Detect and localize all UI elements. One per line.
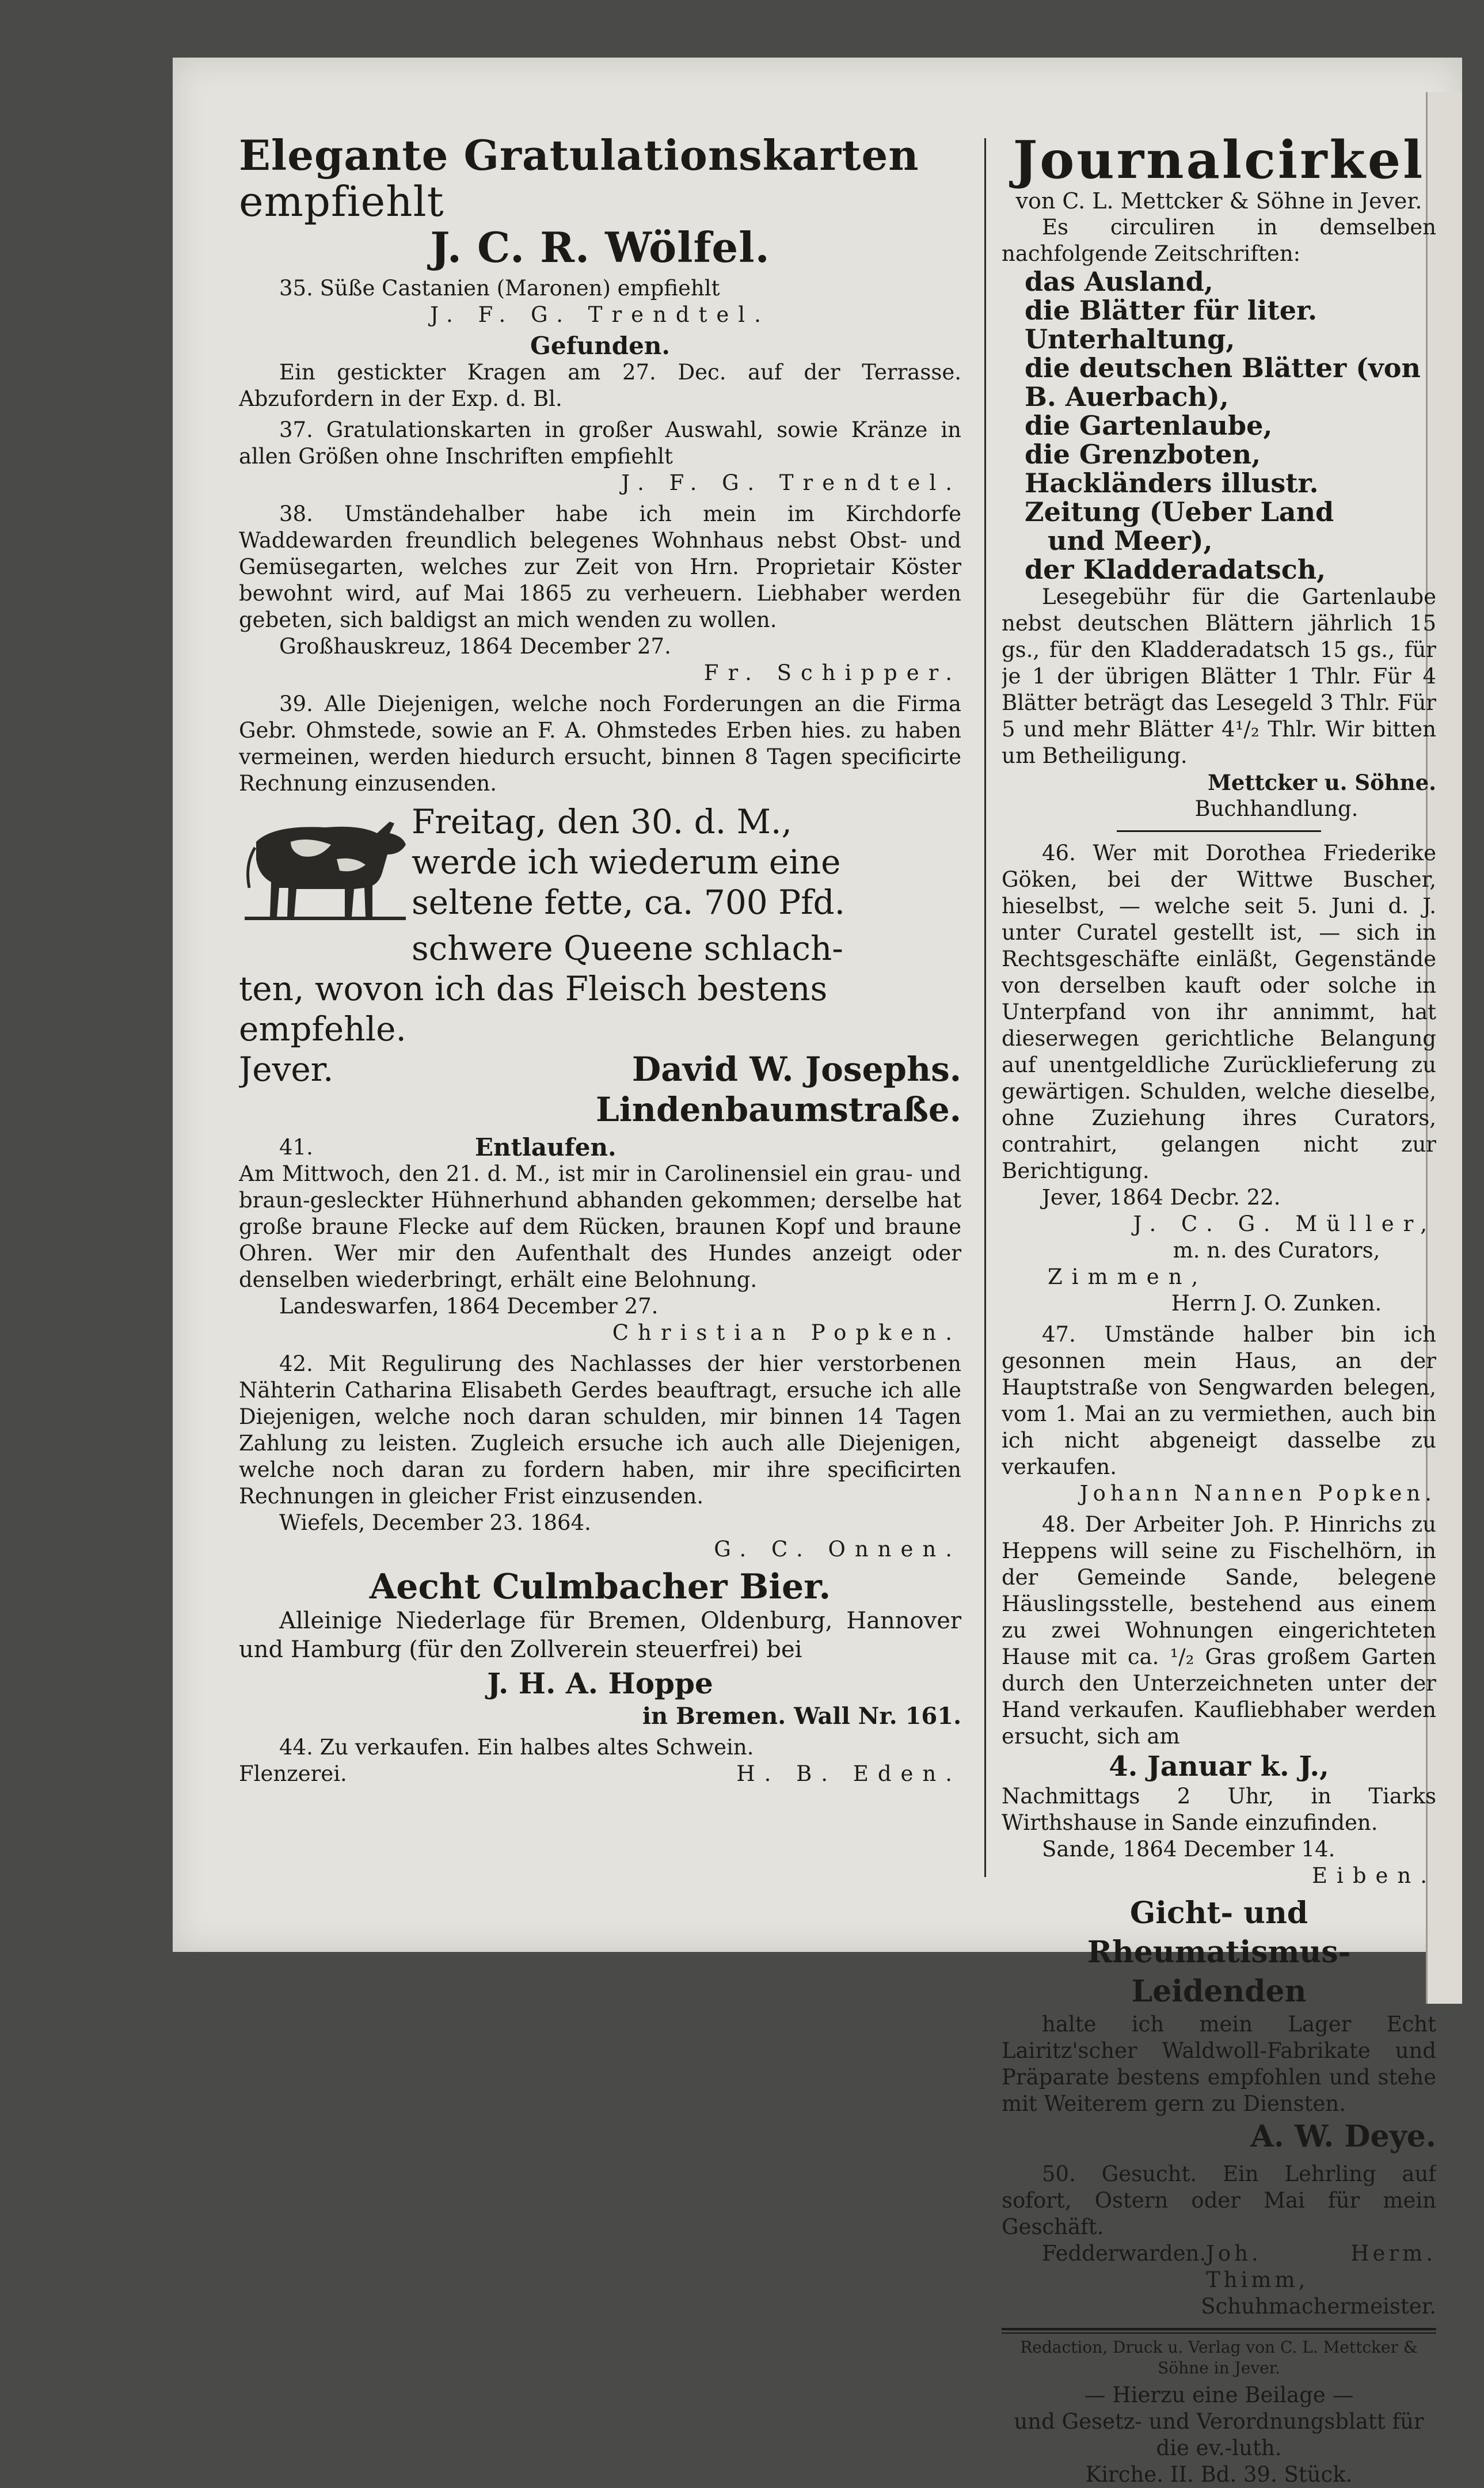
ad-42: [239, 1351, 961, 1563]
gicht-signature: A. W. Deye.: [1250, 2119, 1436, 2154]
ad41-text: Am Mittwoch, den 21. d. M., ist mir in Carolinensiel ein grau- und braun-gesleckter Hühnerhund abhanden gekommen; derselbe hat große braune Flecke auf dem Rücken, braunen Kopf und braune Ohren. Wer mir den Aufenthalt des Hundes anzeigt oder denselben wiederbringt, erhält eine Belohnung.: [239, 1161, 961, 1292]
ad-ox: [239, 802, 961, 1130]
ad-47: [1002, 1321, 1436, 1507]
ad44-signature: H. B. Eden.: [736, 1761, 961, 1786]
ad-48: [1002, 1511, 1436, 1889]
beilage-line2: und Gesetz- und Verordnungsblatt für die ev.-luth.: [1014, 2409, 1424, 2460]
ad41-place: Landeswarfen, 1864 December 27.: [279, 1294, 659, 1319]
ad-journalcirkel: [1002, 132, 1436, 822]
ox-name: David W. Josephs.: [631, 1050, 961, 1089]
ad46-signature: J. C. G. Müller,: [1133, 1211, 1436, 1236]
ox-illustration: [239, 802, 412, 928]
ad41-header: [239, 1134, 961, 1161]
journal-item: der Kladderadatsch,: [1025, 554, 1326, 585]
bier-name: J. H. A. Hoppe: [487, 1666, 713, 1700]
ad35-text: 35. Süße Castanien (Maronen) empfiehlt: [279, 276, 720, 301]
ad41-signature: Christian Popken.: [612, 1320, 961, 1345]
ad41-number: 41.: [279, 1135, 313, 1160]
ad50-text: 50. Gesucht. Ein Lehrling auf sofort, Ostern oder Mai für mein Geschäft.: [1002, 2162, 1436, 2239]
ad37-text: 37. Gratulationskarten in großer Auswahl, sowie Kränze in allen Größen ohne Inschriften empfiehlt: [239, 417, 961, 469]
journal-signature-sub: Buchhandlung.: [1194, 796, 1359, 821]
journal-item: das Ausland,: [1025, 266, 1213, 297]
ad46-text: 46. Wer mit Dorothea Friederike Göken, bei der Wittwe Buscher, hieselbst, — welche seit 5. Juni d. J. unter Curatel gestellt ist, — sich in Rechtsgeschäfte einläßt, Gegenstände von derselben kauft oder solche in Unterpfand von ihr annimmt, hat dieserwegen gerichtliche Belangung auf unentgeldliche Zurücklieferung zu gewärtigen. Schulden, welche dieselbe, ohne Zuziehung ihres Curators, contrahirt, gelangen nicht zur Berichtigung.: [1002, 841, 1436, 1183]
journal-item: die Blätter für liter. Unterhaltung,: [1025, 295, 1318, 355]
ad-35: [239, 275, 961, 328]
ad-46: [1002, 840, 1436, 1317]
gefunden-title: Gefunden.: [530, 332, 670, 360]
imprint: Redaction, Druck u. Verlag von C. L. Mettcker & Söhne in Jever.: [1020, 2338, 1418, 2377]
bier-text: Alleinige Niederlage für Bremen, Oldenburg, Hannover und Hamburg (für den Zollverein steuerfrei) bei: [239, 1608, 961, 1663]
ad-44: [239, 1734, 961, 1787]
journal-signature: Mettcker u. Söhne.: [1207, 770, 1436, 795]
woelfel-line2: empfiehlt: [239, 177, 444, 226]
ad50-place: Fedderwarden.: [1042, 2241, 1207, 2266]
journal-item: die Grenzboten,: [1025, 439, 1261, 470]
journal-item: die deutschen Blätter (von B. Auerbach),: [1025, 352, 1421, 412]
ad50-signature: Joh. Herm. Thimm,: [1206, 2241, 1436, 2292]
ad48-signature: Eiben.: [1311, 1863, 1436, 1888]
ad44-text: 44. Zu verkaufen. Ein halbes altes Schwein.: [279, 1735, 754, 1760]
ad48-place: Sande, 1864 December 14.: [1042, 1837, 1335, 1862]
bier-title: Aecht Culmbacher Bier.: [369, 1567, 831, 1607]
beilage-line3: Kirche. II. Bd. 39. Stück.: [1085, 2462, 1353, 2487]
woelfel-name: J. C. R. Wölfel.: [430, 223, 770, 272]
column-divider: [984, 138, 986, 1877]
ad41-title: Entlaufen.: [475, 1133, 617, 1161]
ox-street: Lindenbaumstraße.: [595, 1090, 961, 1129]
journal-list: [1002, 267, 1436, 584]
woelfel-line1: Elegante Gratulationskarten: [239, 132, 919, 180]
gicht-text: halte ich mein Lager Echt Lairitz'scher Waldwoll-Fabrikate und Präparate bestens empfohlen und stehe mit Weiterem gern zu Diensten.: [1002, 2012, 1436, 2116]
ad46-signature-2: Zimmen,: [1048, 1264, 1208, 1289]
ad48-text2: Nachmittags 2 Uhr, in Tiarks Wirthshause in Sande einzufinden.: [1002, 1784, 1436, 1835]
beilage-line1: — Hierzu eine Beilage —: [1084, 2383, 1354, 2407]
gefunden-text: Ein gestickter Kragen am 27. Dec. auf der Terrasse. Abzufordern in der Exp. d. Bl.: [239, 360, 961, 411]
ox-place: Jever.: [239, 1050, 334, 1089]
ad47-text: 47. Umstände halber bin ich gesonnen mein Haus, an der Hauptstraße von Sengwarden belegen, vom 1. Mai an zu vermiethen, auch bin ich nicht abgeneigt dasselbe zu verkaufen.: [1002, 1322, 1436, 1479]
ad-gicht: [1002, 1894, 1436, 2156]
ad50-signature-role: Schuhmachermeister.: [1201, 2294, 1436, 2319]
ad-38: [239, 501, 961, 686]
ad38-text: 38. Umständehalber habe ich mein im Kirchdorfe Waddewarden freundlich belegenes Wohnhaus nebst Obst- und Gemüsegarten, welches zur Zeit von Hrn. Proprietair Köster bewohnt wird, auf Mai 1865 zu verheuern. Liebhaber werden gebeten, sich baldigst an mich wenden zu wollen.: [239, 502, 961, 632]
ad44-signature-row: [239, 1761, 961, 1787]
ox-line3: seltene fette, ca. 700 Pfd.: [412, 883, 846, 922]
ad-bier: [239, 1567, 961, 1730]
ad46-signature-role: m. n. des Curators,: [1173, 1238, 1380, 1263]
journal-item: Hackländers illustr. Zeitung (Ueber Land: [1025, 468, 1334, 527]
ad-41: [239, 1134, 961, 1346]
ad-gefunden: [239, 333, 961, 412]
ad46-place: Jever, 1864 Decbr. 22.: [1042, 1185, 1281, 1210]
journal-item: und Meer),: [1048, 525, 1213, 556]
bier-address: in Bremen. Wall Nr. 161.: [642, 1703, 961, 1730]
ad42-place: Wiefels, December 23. 1864.: [279, 1510, 591, 1535]
ad42-signature: G. C. Onnen.: [714, 1537, 961, 1562]
ox-line2: werde ich wiederum eine: [412, 842, 841, 882]
ox-line1: Freitag, den 30. d. M.,: [412, 802, 792, 841]
ox-line6: empfehle.: [239, 1009, 406, 1049]
right-column: [1002, 132, 1436, 2488]
ad42-text: 42. Mit Regulirung des Nachlasses der hier verstorbenen Nähterin Catharina Elisabeth Gerdes beauftragt, ersuche ich alle Diejenigen, welche noch daran schulden, mir binnen 14 Tagen Zahlung zu leisten. Zugleich ersuche ich auch alle Diejenigen, welche noch daran zu fordern haben, mir ihre specificirten Rechnungen in gleicher Frist einzusenden.: [239, 1351, 961, 1509]
journal-subtitle: von C. L. Mettcker & Söhne in Jever.: [1015, 188, 1422, 214]
ad38-signature: Fr. Schipper.: [703, 660, 961, 685]
left-column: [239, 132, 961, 1787]
ox-line4: schwere Queene schlach-: [412, 929, 843, 968]
ad50-signature-row: [1002, 2240, 1436, 2293]
ad-37: [239, 417, 961, 496]
ad48-date: 4. Januar k. J.,: [1109, 1750, 1329, 1783]
ad46-signature-3: Herrn J. O. Zunken.: [1171, 1291, 1382, 1316]
ox-signature-row: [239, 1049, 961, 1089]
ad44-place: Flenzerei.: [239, 1761, 347, 1786]
ad48-text: 48. Der Arbeiter Joh. P. Hinrichs zu Heppens will seine zu Fischelhörn, in der Gemeinde Sande, belegene Häuslingsstelle, bestehend aus einem zu zwei Wohnungen eingerichteten Hause mit ca. ¹/₂ Gras großem Garten durch den Unterzeichneten unter der Hand verkaufen. Kaufliebhaber werden ersucht, sich am: [1002, 1512, 1436, 1749]
journal-intro: Es circuliren in demselben nachfolgende Zeitschriften:: [1002, 215, 1436, 266]
footer-rule: [1002, 2328, 1436, 2334]
ad35-signature: J. F. G. Trendtel.: [430, 302, 770, 327]
gicht-title1: Gicht- und Rheumatismus-: [1087, 1896, 1351, 1970]
ad39-text: 39. Alle Diejenigen, welche noch Forderungen an die Firma Gebr. Ohmstede, sowie an F. A. Ohmstedes Erben hies. zu haben vermeinen, werden hiedurch ersucht, binnen 8 Tagen specificirte Rechnung einzusenden.: [239, 692, 961, 796]
journal-item: die Gartenlaube,: [1025, 410, 1273, 441]
ad-woelfel: [239, 132, 961, 271]
gicht-title2: Leidenden: [1131, 1974, 1307, 2009]
journal-title: Journalcirkel: [1013, 132, 1425, 191]
ad-50: [1002, 2161, 1436, 2320]
ad-39: [239, 691, 961, 797]
journal-text: Lesegebühr für die Gartenlaube nebst deutschen Blättern jährlich 15 gs., für den Kladderadatsch 15 gs., für je 1 der übrigen Blätter 1 Thlr. Für 4 Blätter beträgt das Lesegeld 3 Thlr. Für 5 und mehr Blätter 4¹/₂ Thlr. Wir bitten um Betheiligung.: [1002, 584, 1436, 768]
ox-line5: ten, wovon ich das Fleisch bestens: [239, 969, 828, 1008]
ad47-signature: Johann Nannen Popken.: [1079, 1481, 1436, 1506]
ad38-place: Großhauskreuz, 1864 December 27.: [279, 634, 671, 659]
newspaper-page: [173, 58, 1462, 2487]
ad37-signature: J. F. G. Trendtel.: [621, 470, 961, 495]
